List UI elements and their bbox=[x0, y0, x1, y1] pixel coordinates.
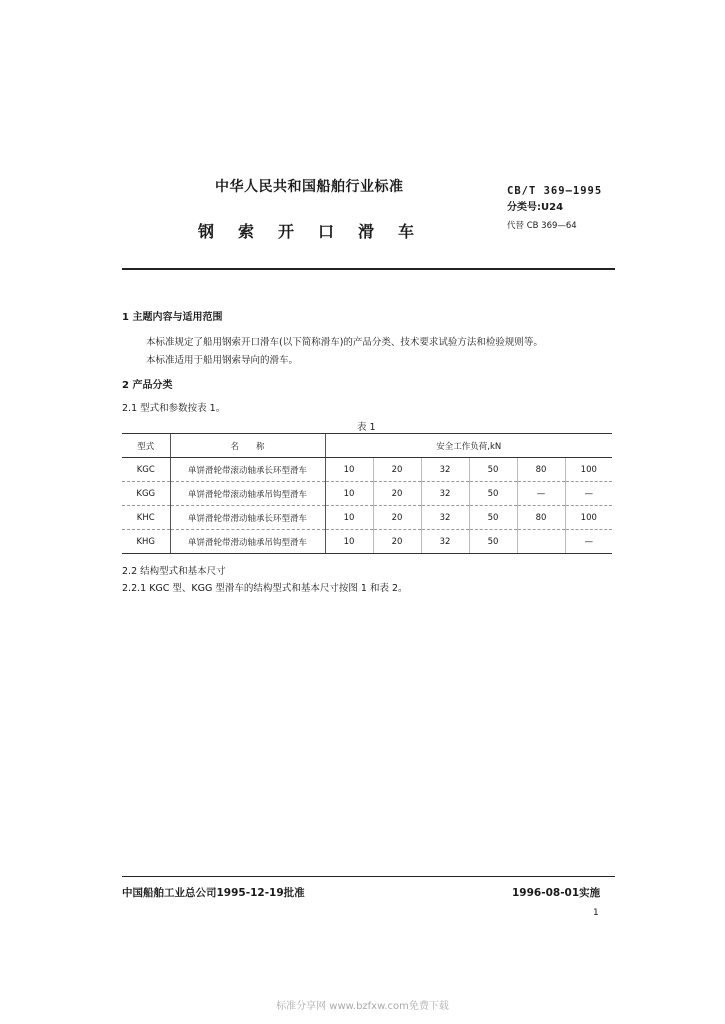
section-2-1-text: 2.1 型式和参数按表 1。 bbox=[122, 403, 226, 414]
table-row bbox=[122, 506, 612, 530]
load-cell: 80 bbox=[517, 506, 565, 530]
header-type: 型式 bbox=[122, 434, 170, 458]
section-1-paragraph-2: 本标准适用于船用钢索导向的滑车。 bbox=[146, 355, 299, 366]
load-cell: 32 bbox=[421, 458, 469, 482]
load-cell: 10 bbox=[325, 458, 373, 482]
table-row bbox=[122, 458, 612, 482]
load-cell: 10 bbox=[325, 482, 373, 506]
footer-divider bbox=[122, 876, 615, 877]
section-2-2-1-text: 2.2.1 KGC 型、KGG 型滑车的结构型式和基本尺寸按图 1 和表 2。 bbox=[122, 583, 408, 594]
load-cell: 50 bbox=[469, 482, 517, 506]
load-cell: 10 bbox=[325, 506, 373, 530]
watermark: 标准分享网 www.bzfxw.com免费下载 bbox=[276, 1001, 449, 1012]
header-name: 名 称 bbox=[170, 434, 325, 458]
load-cell: 50 bbox=[469, 530, 517, 554]
load-cell: 100 bbox=[565, 458, 612, 482]
row-name: 单饼滑轮带滚动轴承长环型滑车 bbox=[170, 458, 325, 482]
row-name: 单饼滑轮带滑动轴承吊钩型滑车 bbox=[170, 530, 325, 554]
load-cell: — bbox=[565, 482, 612, 506]
replaces-standard: 代替 CB 369—64 bbox=[507, 221, 577, 231]
section-1-paragraph-1: 本标准规定了船用钢索开口滑车(以下简称滑车)的产品分类、技术要求试验方法和检验规则等。 bbox=[146, 337, 543, 348]
approval-statement: 中国船舶工业总公司1995-12-19批准 bbox=[122, 887, 305, 899]
load-cell: 50 bbox=[469, 458, 517, 482]
table-1-caption: 表 1 bbox=[357, 422, 376, 433]
header-divider bbox=[122, 268, 615, 270]
load-cell bbox=[517, 530, 565, 554]
row-type: KGG bbox=[122, 482, 170, 506]
section-2-heading: 2 产品分类 bbox=[122, 380, 173, 391]
row-type: KHC bbox=[122, 506, 170, 530]
load-cell: 32 bbox=[421, 530, 469, 554]
load-cell: 80 bbox=[517, 458, 565, 482]
load-cell: 10 bbox=[325, 530, 373, 554]
table-1 bbox=[122, 434, 612, 554]
table-row bbox=[122, 482, 612, 506]
load-cell: 20 bbox=[373, 530, 421, 554]
row-type: KGC bbox=[122, 458, 170, 482]
table-header-row bbox=[122, 434, 612, 458]
header-load: 安全工作负荷,kN bbox=[325, 434, 612, 458]
issuing-organization: 中华人民共和国船舶行业标准 bbox=[215, 179, 404, 195]
load-cell: 100 bbox=[565, 506, 612, 530]
row-type: KHG bbox=[122, 530, 170, 554]
load-cell: — bbox=[565, 530, 612, 554]
load-cell: 32 bbox=[421, 506, 469, 530]
classification-number: 分类号:U24 bbox=[507, 202, 564, 213]
implementation-date: 1996-08-01实施 bbox=[512, 887, 601, 899]
row-name: 单饼滑轮带滚动轴承吊钩型滑车 bbox=[170, 482, 325, 506]
section-2-2-heading: 2.2 结构型式和基本尺寸 bbox=[122, 566, 226, 577]
row-name: 单饼滑轮带滑动轴承长环型滑车 bbox=[170, 506, 325, 530]
load-cell: 20 bbox=[373, 482, 421, 506]
table-row bbox=[122, 530, 612, 554]
load-cell: 20 bbox=[373, 458, 421, 482]
load-cell: 20 bbox=[373, 506, 421, 530]
load-cell: — bbox=[517, 482, 565, 506]
document-title: 钢索开口滑车 bbox=[198, 222, 439, 241]
section-1-heading: 1 主题内容与适用范围 bbox=[122, 312, 223, 323]
page-number: 1 bbox=[593, 908, 599, 918]
load-cell: 32 bbox=[421, 482, 469, 506]
standard-code: CB/T 369—1995 bbox=[507, 185, 603, 197]
load-cell: 50 bbox=[469, 506, 517, 530]
